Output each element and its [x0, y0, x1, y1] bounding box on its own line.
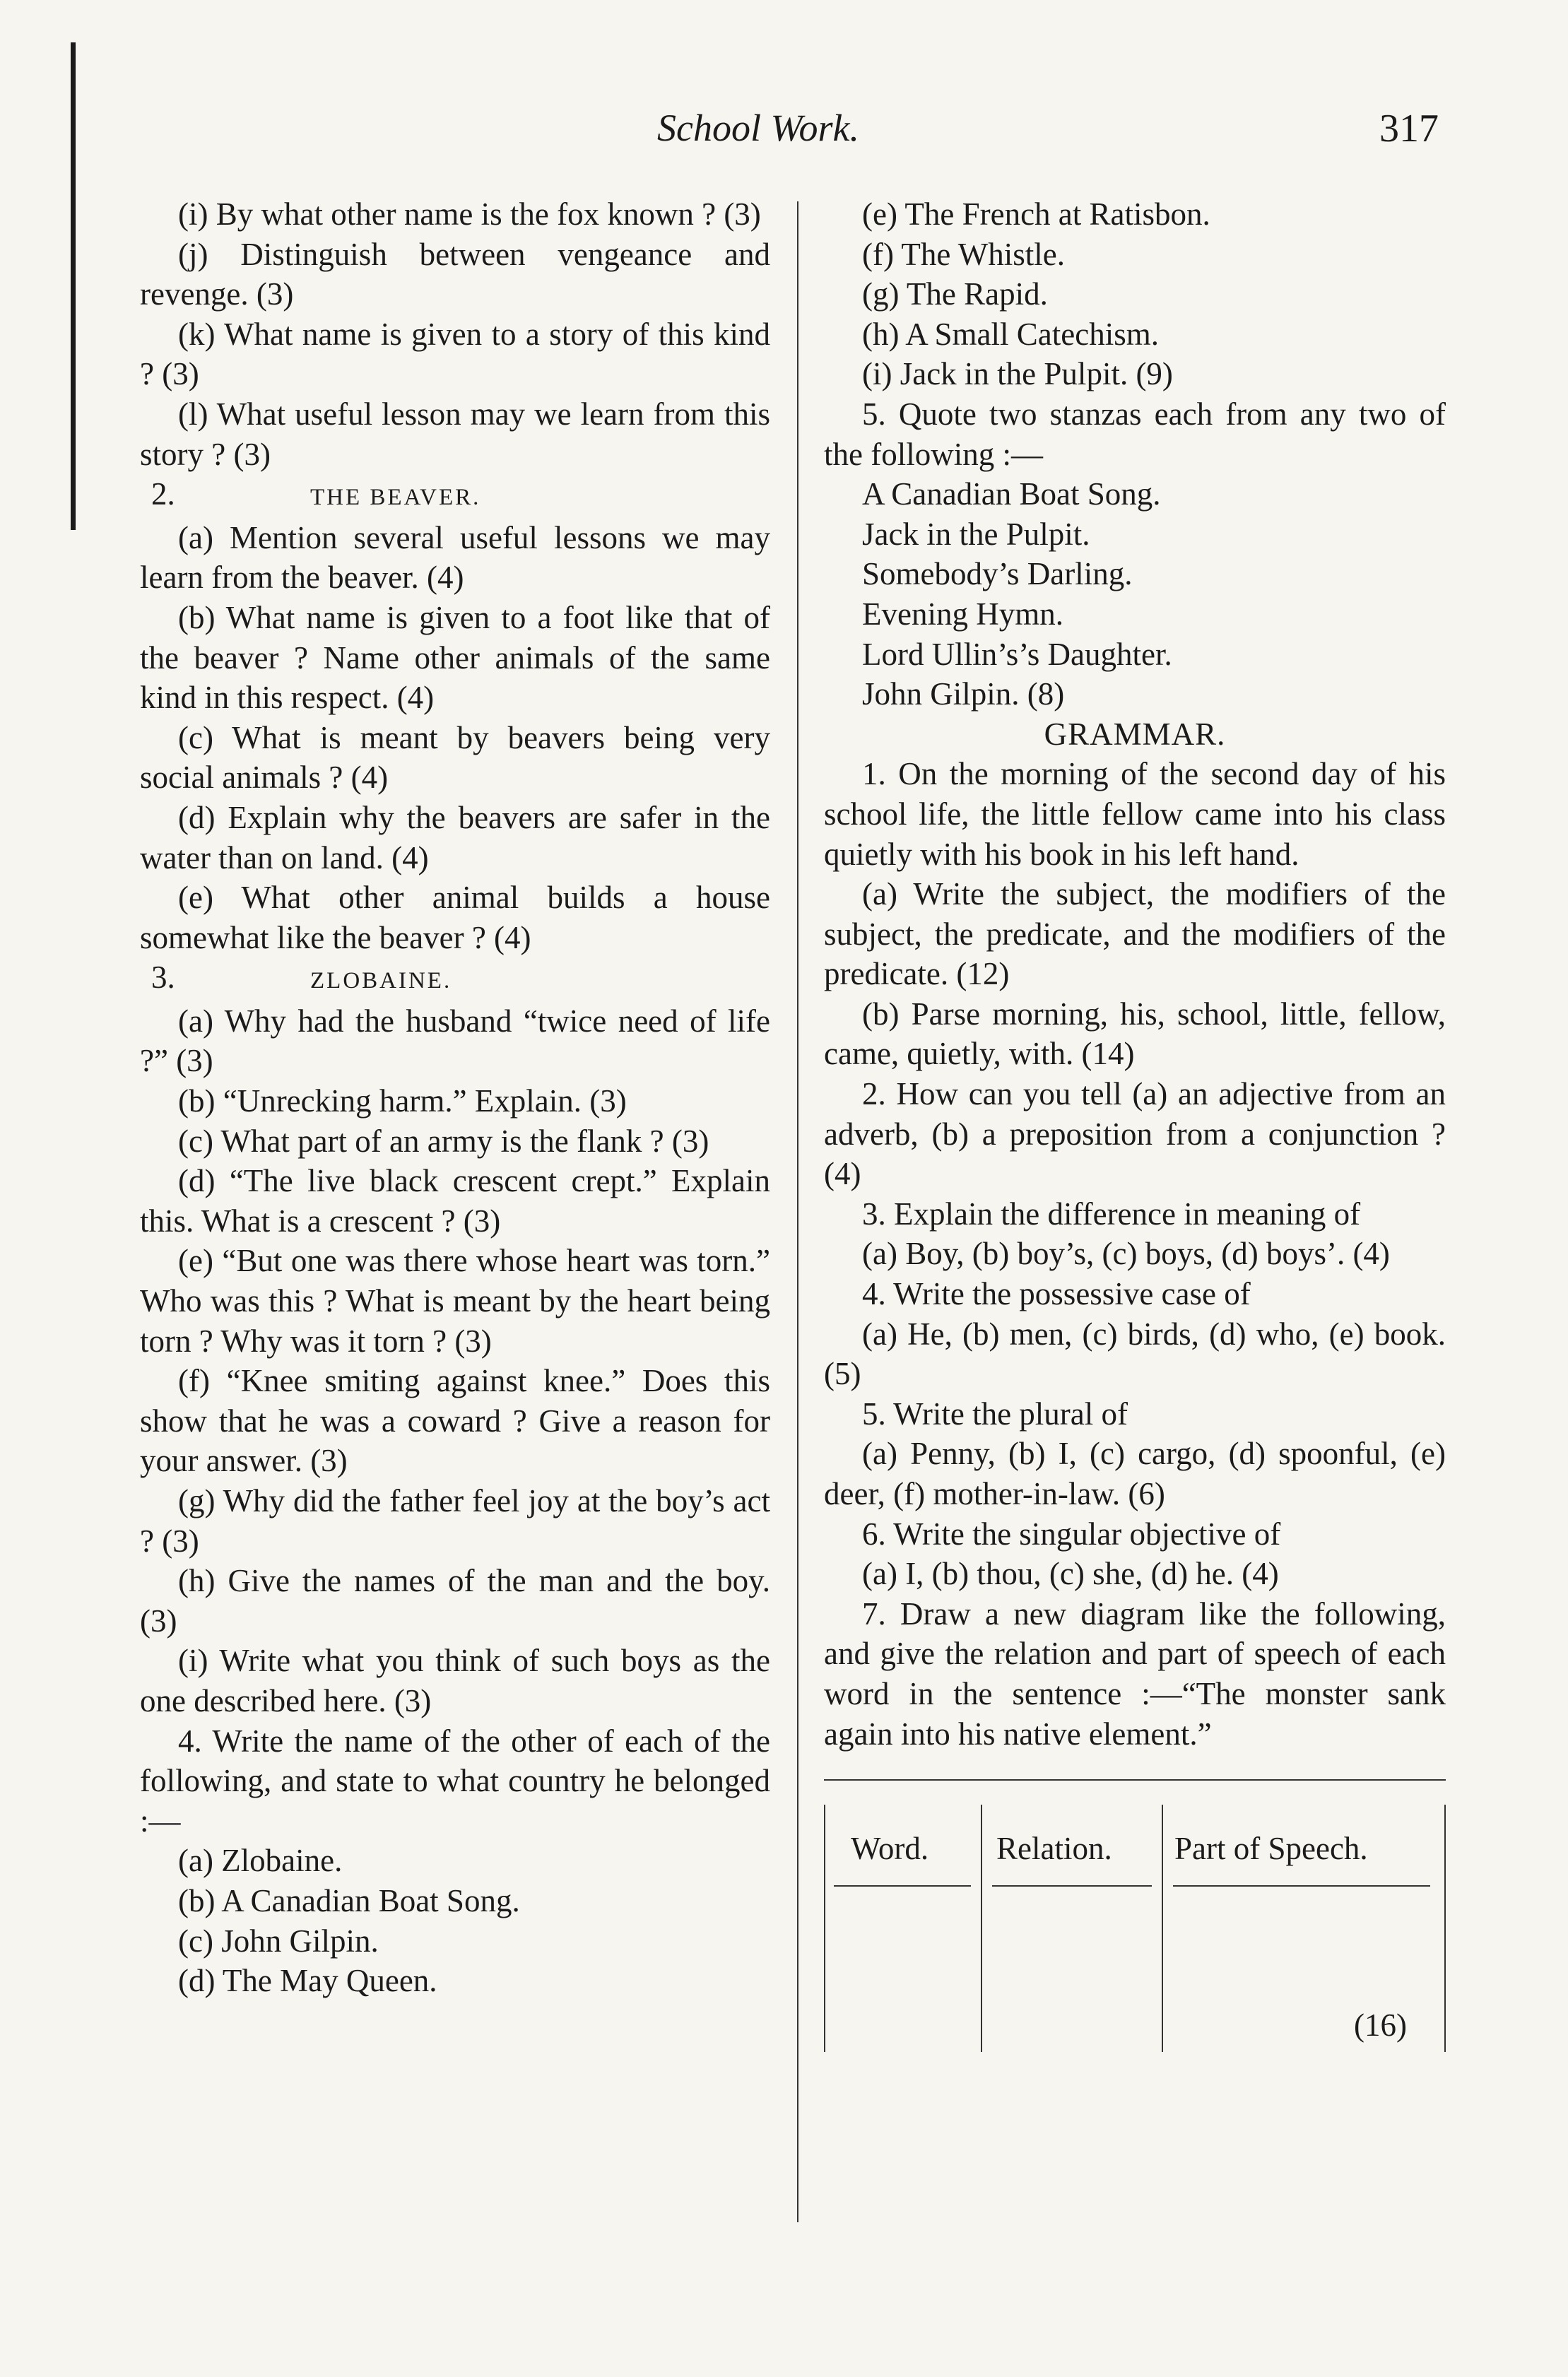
question-item: (f) “Knee smiting against knee.” Does this show that he was a coward ? Give a reason for your answer. (3): [140, 1363, 770, 1479]
list-item: (d) The May Queen.: [178, 1963, 437, 1999]
running-head: [0, 106, 1568, 163]
list-item: Lord Ullin’s’s Daughter.: [862, 636, 1172, 672]
question-item: 7. Draw a new diagram like the following, and give the relation and part of speech of each word in the sentence :—“The monster sank again into his native element.”: [824, 1596, 1446, 1752]
diagram-header-relation: Relation.: [996, 1831, 1112, 1867]
diagram-rule: [981, 1805, 982, 2052]
right-column: [824, 194, 1446, 2058]
question-item: 3. Explain the difference in meaning of: [862, 1196, 1361, 1232]
left-column: [140, 194, 770, 2001]
diagram-rule: [992, 1885, 1152, 1887]
list-item: (i) Jack in the Pulpit. (9): [862, 356, 1173, 392]
question-item: (a) Penny, (b) I, (c) cargo, (d) spoonful, (e) deer, (f) mother-in-law. (6): [824, 1436, 1446, 1511]
section-number: 2.: [151, 476, 175, 512]
question-item: 4. Write the name of the other of each of the following, and state to what country he belonged :—: [140, 1723, 770, 1839]
diagram-header-word: Word.: [851, 1831, 929, 1867]
column-divider: [797, 201, 798, 2222]
page-number: 317: [1379, 107, 1439, 151]
diagram-header-part-of-speech: Part of Speech.: [1174, 1831, 1368, 1867]
question-item: (e) What other animal builds a house somewhat like the beaver ? (4): [140, 880, 770, 955]
diagram-rule: [1173, 1885, 1430, 1887]
question-item: (b) Parse morning, his, school, little, fellow, came, quietly, with. (14): [824, 996, 1446, 1072]
list-item: John Gilpin. (8): [862, 676, 1065, 712]
question-item: (d) “The live black crescent crept.” Explain this. What is a crescent ? (3): [140, 1163, 770, 1239]
question-item: (a) Mention several useful lessons we may learn from the beaver. (4): [140, 519, 770, 596]
question-item: (a) Write the subject, the modifiers of the subject, the predicate, and the modifiers of the predicate. (12): [824, 876, 1446, 992]
parsing-diagram: [824, 1779, 1446, 2058]
diagram-rule: [1162, 1805, 1163, 2052]
section-title: THE BEAVER.: [310, 485, 481, 511]
diagram-rule: [834, 1885, 971, 1887]
section-heading-zlobaine: [140, 957, 770, 1001]
question-item: (j) Distinguish between vengeance and revenge. (3): [140, 236, 770, 312]
diagram-rule: [1444, 1805, 1446, 2052]
question-item: (a) Boy, (b) boy’s, (c) boys, (d) boys’. (4): [862, 1236, 1390, 1272]
question-item: (g) Why did the father feel joy at the boy’s act ? (3): [140, 1483, 770, 1559]
question-item: (e) “But one was there whose heart was torn.” Who was this ? What is meant by the heart being torn ? Why was it torn ? (3): [140, 1243, 770, 1359]
diagram-rule: [824, 1805, 825, 2052]
running-title: School Work.: [657, 107, 859, 149]
section-heading-beaver: [140, 474, 770, 518]
question-item: 5. Quote two stanzas each from any two of the following :—: [824, 396, 1446, 472]
section-number: 3.: [151, 960, 175, 996]
question-item: (b) “Unrecking harm.” Explain. (3): [178, 1083, 627, 1119]
question-item: (b) What name is given to a foot like that of the beaver ? Name other animals of the same kind in this respect. (4): [140, 599, 770, 716]
marks-label: (16): [1354, 2007, 1407, 2043]
question-item: (a) He, (b) men, (c) birds, (d) who, (e) book. (5): [824, 1316, 1446, 1392]
question-item: (k) What name is given to a story of this kind ? (3): [140, 316, 770, 392]
list-item: (e) The French at Ratisbon.: [862, 196, 1210, 232]
section-title: ZLOBAINE.: [310, 968, 452, 994]
question-item: (l) What useful lesson may we learn from this story ? (3): [140, 396, 770, 472]
list-item: (g) The Rapid.: [862, 276, 1048, 312]
question-item: (i) Write what you think of such boys as the one described here. (3): [140, 1643, 770, 1718]
list-item: (a) Zlobaine.: [178, 1843, 343, 1879]
list-item: Evening Hymn.: [862, 596, 1063, 632]
question-item: (i) By what other name is the fox known ? (3): [178, 196, 761, 232]
question-item: (h) Give the names of the man and the boy. (3): [140, 1563, 770, 1639]
list-item: (h) A Small Catechism.: [862, 316, 1159, 352]
question-item: (a) I, (b) thou, (c) she, (d) he. (4): [862, 1556, 1279, 1592]
list-item: Somebody’s Darling.: [862, 556, 1133, 592]
question-item: (c) What part of an army is the flank ? (3): [178, 1123, 709, 1159]
list-item: (f) The Whistle.: [862, 236, 1066, 272]
question-item: 6. Write the singular objective of: [862, 1516, 1281, 1552]
diagram-top-rule: [824, 1779, 1446, 1781]
question-item: 1. On the morning of the second day of his school life, the little fellow came into his class quietly with his book in his left hand.: [824, 756, 1446, 872]
section-heading-grammar: GRAMMAR.: [1044, 716, 1226, 752]
question-item: (d) Explain why the beavers are safer in the water than on land. (4): [140, 799, 770, 875]
question-item: 5. Write the plural of: [862, 1396, 1128, 1432]
list-item: (c) John Gilpin.: [178, 1923, 379, 1959]
question-item: (c) What is meant by beavers being very social animals ? (4): [140, 719, 770, 796]
question-item: 4. Write the possessive case of: [862, 1276, 1251, 1312]
question-item: (a) Why had the husband “twice need of life ?” (3): [140, 1003, 770, 1079]
list-item: Jack in the Pulpit.: [862, 516, 1090, 552]
list-item: A Canadian Boat Song.: [862, 476, 1161, 512]
list-item: (b) A Canadian Boat Song.: [178, 1882, 520, 1918]
question-item: 2. How can you tell (a) an adjective from an adverb, (b) a preposition from a conjunction ? (4): [824, 1076, 1446, 1192]
